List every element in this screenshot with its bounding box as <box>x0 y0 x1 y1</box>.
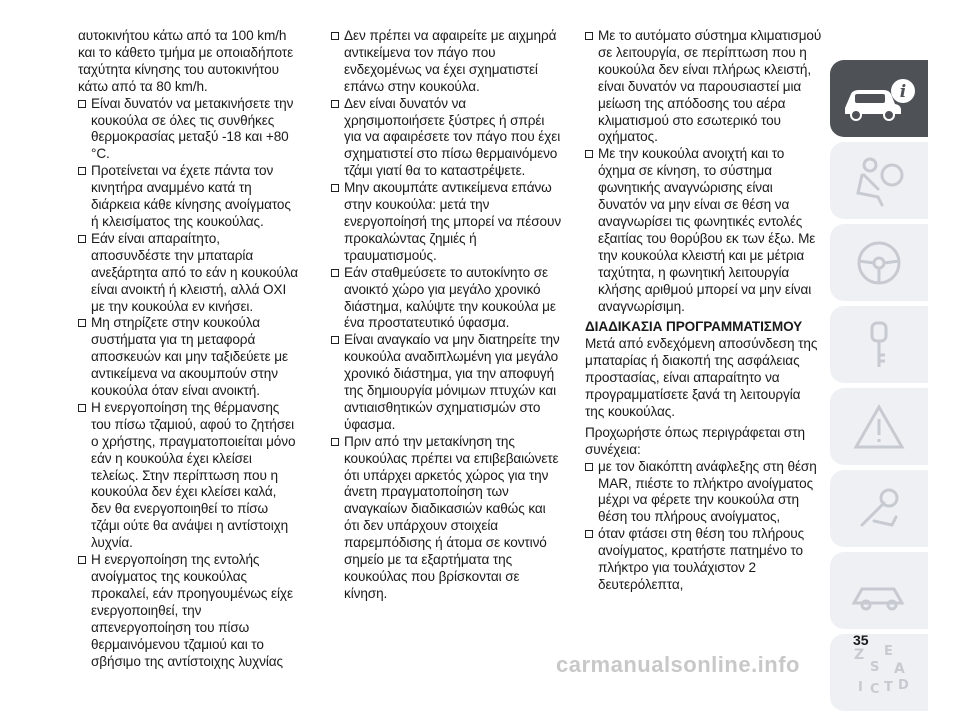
bullet-text: Είναι αναγκαίο να μην διατηρείτε την κουκούλα αναδιπλωμένη για μεγάλο χρονικό διάστημα, για την αποφυγή της δημιουργία μόνιμων πτυχών και αντιαισθητικών σχηματισμών στο ύφασμα. <box>344 332 560 432</box>
svg-text:D: D <box>898 677 909 693</box>
specifications-icon <box>844 563 914 619</box>
checkbox-bullet-icon <box>585 150 593 158</box>
wrench-service-icon <box>844 481 914 537</box>
checkbox-bullet-icon <box>585 530 593 538</box>
tab-driving[interactable] <box>830 224 928 301</box>
svg-text:S: S <box>870 659 880 675</box>
checkbox-bullet-icon <box>78 319 86 327</box>
bullet-text: Πριν από την μετακίνηση της κουκούλας πρέπει να επιβεβαιώνετε ότι υπάρχει αρκετός χώρος για την άνετη πραγματοποίηση των αναγκαίων διαδικασιών καθώς και ότι δεν υπάρχουν στοιχεία παρεμπόδισης ή άτομα σε κοντινό σημείο με τα εξαρτήματα της κουκούλας που βρίσκονται σε κίνηση. <box>344 433 559 601</box>
tab-index[interactable] <box>830 634 928 711</box>
svg-text:C: C <box>870 681 880 697</box>
checkbox-bullet-icon <box>78 167 86 175</box>
svg-text:Z: Z <box>854 646 865 663</box>
bullet-text: Είναι δυνατόν να μετακινήσετε την κουκούλα σε όλες τις συνθήκες θερμοκρασίας μεταξύ -18 και +80 °C. <box>91 95 294 162</box>
paragraph: Προχωρήστε όπως περιγράφεται στη συνέχεια: <box>585 424 805 457</box>
bullet-item <box>78 315 300 400</box>
bullet-text: Προτείνεται να έχετε πάντα τον κινητήρα αναμμένο κατά τη διάρκεια κάθε κίνησης ανοίγματος ή κλεισίματος της κουκούλας. <box>91 163 291 229</box>
bullet-text: Με το αυτόματο σύστημα κλιματισμού σε λειτουργία, σε περίπτωση που η κουκούλα δεν είναι πλήρως κλειστή, είναι δυνατόν να παρουσιαστεί μια μείωση της απόδοσης του αέρα κλιματισμού στο εσωτερικό του οχήματος. <box>598 28 822 145</box>
bullet-text: Μη στηρίζετε στην κουκούλα συστήματα για τη μεταφορά αποσκευών και μην ταξιδεύετε με αντικείμενα να ακουμπούν στην κουκούλα όταν είναι ανοικτή. <box>91 315 288 399</box>
tab-maintenance[interactable] <box>830 470 928 547</box>
checkbox-bullet-icon <box>585 463 593 471</box>
text-column-1 <box>78 28 300 670</box>
checkbox-bullet-icon <box>331 32 339 40</box>
svg-text:I: I <box>858 679 863 695</box>
bullet-item <box>585 28 822 146</box>
section-heading: ΔΙΑΔΙΚΑΣΙΑ ΠΡΟΓΡΑΜΜΑΤΙΣΜΟΥ <box>585 319 803 335</box>
bullet-text: με τον διακόπτη ανάφλεξης στη θέση MAR, πιέστε το πλήκτρο ανοίγματος μέχρι να φέρετε την κουκούλα στη θέση του πλήρους ανοίγματος, <box>598 458 817 525</box>
checkbox-bullet-icon <box>78 100 86 108</box>
watermark: carmanualsonline.info <box>556 652 800 677</box>
car-info-icon <box>839 74 919 124</box>
tab-car-info[interactable] <box>830 60 928 137</box>
bullet-item <box>78 96 300 164</box>
bullet-text: Με την κουκούλα ανοιχτή και το όχημα σε κίνηση, το σύστημα φωνητικής αναγνώρισης είναι δυνατόν να μην είναι σε θέση να αναγνωρίσει τις φωνητικές εντολές εξαιτίας του θορύβου εκ των έξω. Με την κουκούλα κλειστή και με μέτρια ταχύτητα, η φωνητική λειτουργία κλήσης αριθμού μπορεί να μην είναι αναγνωρίσιμη. <box>598 146 816 314</box>
bullet-item <box>78 231 300 316</box>
bullet-item <box>331 96 562 181</box>
bullet-text: Εάν σταθμεύσετε το αυτοκίνητο σε ανοικτό χώρο για μεγάλο χρονικό διάστημα, καλύψτε την κουκούλα με ένα προστατευτικό ύφασμα. <box>344 264 556 331</box>
bullet-text: Η ενεργοποίηση της θέρμανσης του πίσω τζαμιού, αφού το ζητήσει ο χρήστης, πραγματοποιείται μόνο εάν η κουκούλα έχει κλείσει τελείως. Στην περίπτωση που η κουκούλα δεν έχει κλείσει καλά, δεν θα ενεργοποιηθεί το πίσω τζάμι ούτε θα ανάψει η αντίστοιχη λυχνία. <box>91 399 296 551</box>
bullet-item <box>585 459 822 527</box>
svg-text:E: E <box>884 643 893 659</box>
bullet-item <box>331 180 562 265</box>
svg-text:i: i <box>899 81 907 102</box>
bullet-text: όταν φτάσει στη θέση του πλήρους ανοίγματος, κρατήστε πατημένο το πλήκτρο για τουλάχιστον 2 δευτερόλεπτα, <box>598 526 805 592</box>
text-column-3 <box>585 28 822 594</box>
alphabet-index-icon <box>844 643 914 703</box>
paragraph: αυτοκινήτου κάτω από τα 100 km/h και το κάθετο τμήμα με οποιαδήποτε ταχύτητα κίνησης του αυτοκινήτου κάτω από τα 80 km/h. <box>78 28 294 94</box>
chapter-tabs-sidebar <box>830 60 928 716</box>
warning-triangle-icon <box>844 399 914 455</box>
tab-starting[interactable] <box>830 306 928 383</box>
bullet-text: Μην ακουμπάτε αντικείμενα επάνω στην κουκούλα: μετά την ενεργοποίησή της μπορεί να πέσουν προκαλώντας ζημιές ή τραυματισμούς. <box>344 180 562 263</box>
bullet-text: Εάν είναι απαραίτητο, αποσυνδέστε την μπαταρία ανεξάρτητα από το εάν η κουκούλα είναι ανοικτή ή κλειστή, αλλά ΟΧΙ με την κουκούλα εν κινήσει. <box>91 230 298 314</box>
checkbox-bullet-icon <box>331 269 339 277</box>
svg-text:A: A <box>894 660 905 677</box>
page-number: 35 <box>853 632 869 648</box>
bullet-item <box>331 265 562 333</box>
bullet-item <box>331 332 562 433</box>
tab-emergency[interactable] <box>830 388 928 465</box>
tab-specifications[interactable] <box>830 552 928 629</box>
checkbox-bullet-icon <box>331 184 339 192</box>
checkbox-bullet-icon <box>78 556 86 564</box>
bullet-item <box>331 434 562 603</box>
key-ignition-icon <box>844 317 914 373</box>
bullet-item <box>585 146 822 315</box>
paragraph: Μετά από ενδεχόμενη αποσύνδεση της μπαταρίας ή διακοπή της ασφάλειας προστασίας, είναι απαραίτητο να προγραμματίσετε ξανά τη λειτουργία της κουκούλας. <box>585 336 818 419</box>
checkbox-bullet-icon <box>331 100 339 108</box>
svg-text:T: T <box>884 679 893 695</box>
checkbox-bullet-icon <box>585 32 593 40</box>
bullet-item <box>585 526 822 594</box>
bullet-item <box>78 552 300 670</box>
text-column-2 <box>331 28 562 603</box>
bullet-item <box>78 400 300 552</box>
checkbox-bullet-icon <box>78 235 86 243</box>
checkbox-bullet-icon <box>78 404 86 412</box>
seatbelt-airbag-icon <box>844 153 914 209</box>
checkbox-bullet-icon <box>331 336 339 344</box>
bullet-item <box>331 28 562 96</box>
bullet-item <box>78 163 300 231</box>
tab-safety[interactable] <box>830 142 928 219</box>
bullet-text: Δεν είναι δυνατόν να χρησιμοποιήσετε ξύστρες ή σπρέι για να αφαιρέσετε τον πάγο που έχει σχηματιστεί στο πίσω θερμαινόμενο τζάμι γιατί θα το καταστρέψετε. <box>344 95 561 179</box>
bullet-text: Η ενεργοποίηση της εντολής ανοίγματος της κουκούλας προκαλεί, εάν προηγουμένως είχε ενεργοποιηθεί, την απενεργοποίηση του πίσω θερμαινόμενου τζαμιού και το σβήσιμο της αντίστοιχης λυχνίας <box>91 552 293 669</box>
bullet-text: Δεν πρέπει να αφαιρείτε με αιχμηρά αντικείμενα τον πάγο που ενδεχομένως να έχει σχηματιστεί επάνω στην κουκούλα. <box>344 28 557 94</box>
steering-wheel-icon <box>844 235 914 291</box>
checkbox-bullet-icon <box>331 438 339 446</box>
